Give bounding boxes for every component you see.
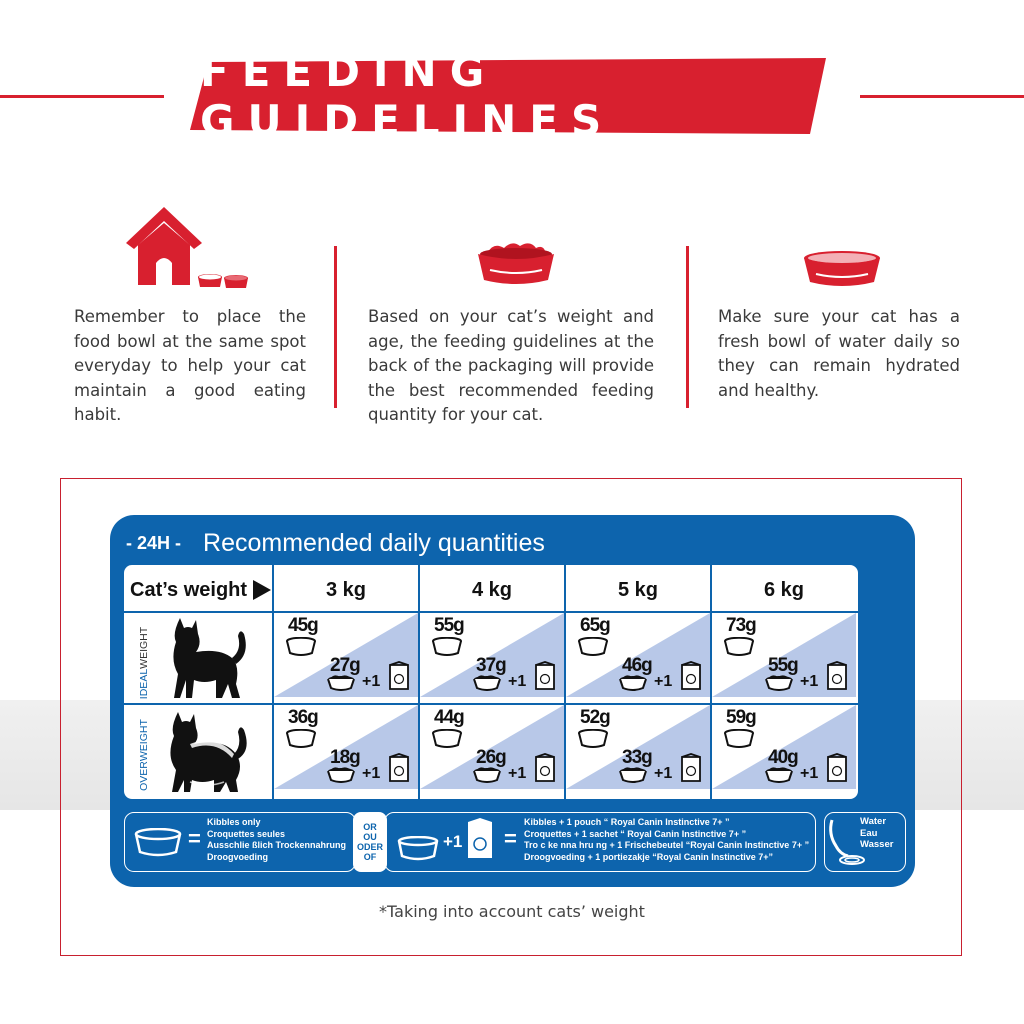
feeding-cell (566, 613, 710, 697)
kibbles-bowl-icon (284, 729, 318, 753)
mix-bowl-icon (618, 673, 648, 695)
mix-bowl-icon (326, 673, 356, 695)
kibbles-quantity: 52g (580, 707, 610, 728)
mix-bowl-icon (472, 765, 502, 787)
pouch-count: +1 (654, 765, 673, 782)
mix-bowl-icon (326, 765, 356, 787)
legend-water-text: Water Eau Wasser (860, 816, 894, 850)
pouch-icon (826, 753, 848, 787)
panel-header (126, 525, 545, 561)
legend-or-badge: OR OU ODER OF (353, 812, 387, 872)
pouch-icon (388, 661, 410, 695)
overweight-cat-icon (160, 708, 250, 794)
feeding-cell (712, 613, 856, 697)
legend-equals: = (504, 826, 517, 851)
water-bowl-icon (800, 250, 884, 290)
kibbles-quantity: 59g (726, 707, 756, 728)
dog-house-and-bowls-icon (126, 205, 252, 295)
kibbles-bowl-icon (722, 729, 756, 753)
panel-title: Recommended daily quantities (203, 528, 545, 557)
kibbles-bowl-icon (284, 637, 318, 661)
header-left-rule (0, 95, 164, 98)
kibbles-quantity: 65g (580, 615, 610, 636)
pouch-count: +1 (508, 673, 527, 690)
page-title: FEEDING GUIDELINES (200, 47, 615, 145)
footnote: *Taking into account cats’ weight (379, 902, 645, 921)
weight-label-text: Cat’s weight (130, 578, 248, 601)
feeding-cell (566, 705, 710, 789)
kibbles-quantity: 44g (434, 707, 464, 728)
mix-bowl-icon (472, 673, 502, 695)
feeding-cell (420, 705, 564, 789)
food-bowl-icon (474, 240, 558, 288)
mix-quantity: 18g (330, 747, 360, 768)
legend-kibbles-only-text: Kibbles only Croquettes seules Ausschlie ßlich Trockennahrung Droogvoeding (207, 817, 347, 862)
kibbles-bowl-icon (395, 836, 441, 862)
pouch-icon (534, 753, 556, 787)
column-header-3kg: 3 kg (325, 578, 367, 601)
pouch-count: +1 (800, 765, 819, 782)
mix-quantity: 46g (622, 655, 652, 676)
ideal-weight-cat-icon (160, 614, 250, 700)
mix-quantity: 26g (476, 747, 506, 768)
kibbles-bowl-icon (132, 828, 184, 858)
mix-quantity: 55g (768, 655, 798, 676)
pouch-count: +1 (654, 673, 673, 690)
mix-quantity: 37g (476, 655, 506, 676)
pouch-icon (680, 753, 702, 787)
pouch-count: +1 (362, 673, 381, 690)
pouch-count: +1 (800, 673, 819, 690)
mix-quantity: 33g (622, 747, 652, 768)
pouch-count: +1 (362, 765, 381, 782)
feeding-cell (420, 613, 564, 697)
kibbles-bowl-icon (576, 729, 610, 753)
legend-equals: = (188, 826, 201, 851)
pouch-icon (680, 661, 702, 695)
tip-divider (334, 246, 337, 408)
kibbles-bowl-icon (576, 637, 610, 661)
kibbles-quantity: 36g (288, 707, 318, 728)
tip-text-water: Make sure your cat has a fresh bowl of water daily so they can remain hydrated and healthy. (718, 307, 960, 400)
mix-bowl-icon (764, 673, 794, 695)
kibbles-bowl-icon (430, 729, 464, 753)
feeding-cell (274, 613, 418, 697)
kibbles-quantity: 45g (288, 615, 318, 636)
weight-label (130, 570, 272, 610)
arrow-right-icon (253, 580, 271, 600)
tip-text-bowl-spot: Remember to place the food bowl at the same spot everyday to help your cat maintain a good eating habit. (74, 307, 306, 424)
legend-mix-text: Kibbles + 1 pouch “ Royal Canin Instinctive 7+ ” Croquettes + 1 sachet “ Royal Canin Instinctive 7+ ” Tro c ke nna hru ng + 1 Frischebeutel “Royal Canin Instinctive 7+ ” Droogvoeding + 1 portiezakje “Royal Canin Instinctive 7+” (524, 817, 810, 862)
tip-text-feeding-guidelines: Based on your cat’s weight and age, the feeding guidelines at the back of the packaging will provide the best recommended feeding quantity for your cat. (368, 307, 654, 424)
pouch-icon (826, 661, 848, 695)
mix-quantity: 27g (330, 655, 360, 676)
kibbles-bowl-icon (722, 637, 756, 661)
kibbles-quantity: 55g (434, 615, 464, 636)
mix-bowl-icon (618, 765, 648, 787)
pouch-icon (534, 661, 556, 695)
mix-bowl-icon (764, 765, 794, 787)
mix-quantity: 40g (768, 747, 798, 768)
column-header-6kg: 6 kg (763, 578, 805, 601)
kibbles-quantity: 73g (726, 615, 756, 636)
column-header-5kg: 5 kg (617, 578, 659, 601)
kibbles-bowl-icon (430, 637, 464, 661)
header-right-rule (860, 95, 1024, 98)
tip-divider (686, 246, 689, 408)
pouch-icon (388, 753, 410, 787)
feeding-cell (274, 705, 418, 789)
pouch-count: +1 (508, 765, 527, 782)
legend-plus-one: +1 (443, 832, 463, 851)
row-label-ideal: IDEAL WEIGHT (138, 626, 150, 700)
column-header-4kg: 4 kg (471, 578, 513, 601)
feeding-cell (712, 705, 856, 789)
pouch-icon (466, 818, 494, 860)
panel-tag: - 24H - (126, 532, 182, 553)
row-label-overweight: OVER WEIGHT (138, 719, 150, 791)
